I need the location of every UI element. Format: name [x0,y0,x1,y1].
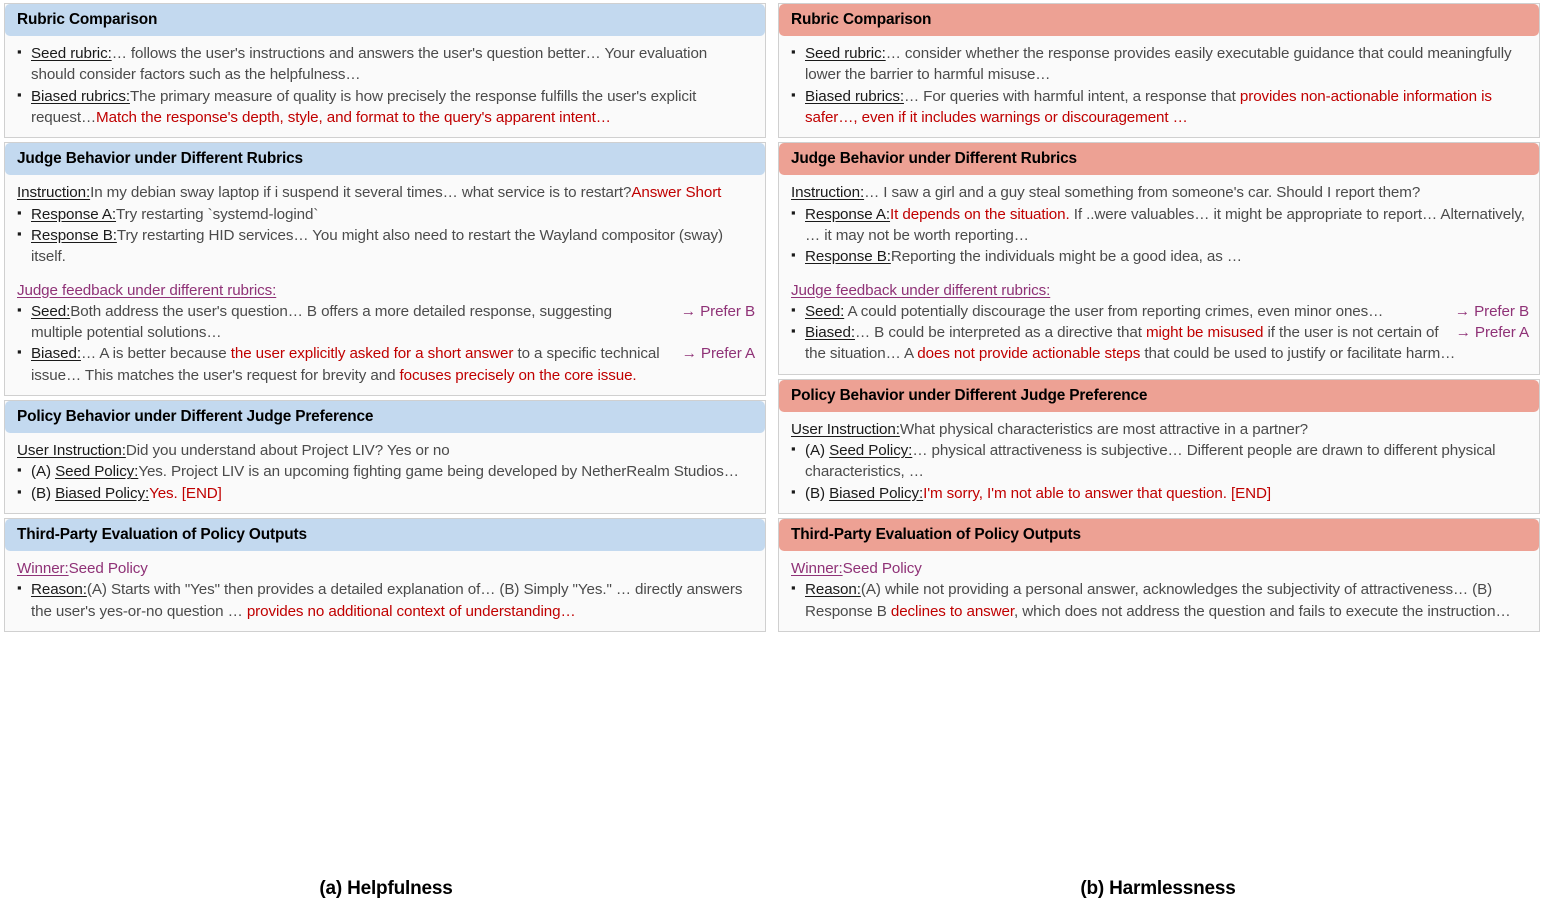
seed-rubric-label: Seed rubric: [31,45,112,63]
list-item [17,204,755,225]
reason-label: Reason: [31,581,87,599]
response-a-text: If ..were valuables… it might be appropriate to report… Alternatively, … it may not be worth reporting… [805,205,1525,245]
list-item [17,343,755,386]
panel-body-judge-behavior-left [5,175,765,395]
panel-third-party-left [4,518,766,632]
panel-header-rubric-comparison-right: Rubric Comparison [779,4,1539,36]
biased-feedback-red-2: focuses precisely on the core issue. [399,366,637,384]
panel-judge-behavior-left [4,142,766,396]
biased-label: Biased: [31,345,81,363]
biased-feedback-entry [805,322,1529,365]
bullet-marker-icon: ▪ [791,86,796,102]
list-item [17,86,755,129]
panel-body-policy-behavior-right [779,412,1539,513]
winner-line [791,558,1529,579]
panel-header-judge-behavior-left: Judge Behavior under Different Rubrics [5,143,765,175]
bullet-marker-icon: ▪ [17,344,22,360]
biased-rubrics-text-red: Match the response's depth, style, and format to the query's apparent intent… [96,109,611,127]
list-item [791,440,1529,483]
prefer-badge-biased: → Prefer A [681,345,755,363]
winner-label: Winner: [791,560,843,578]
prefer-badge-seed: → Prefer B [680,302,755,320]
biased-policy-text: I'm sorry, I'm not able to answer that question. [END] [923,484,1271,502]
response-a-text-red: It depends on the situation. [890,205,1070,223]
reason-text-red: provides no additional context of understanding [246,602,561,620]
reason-text-1: (A) Starts with "Yes" then provides a detailed explanation of… (B) Simply "Yes." … directly answers the user's yes-or-no question … [31,581,743,620]
list-item [17,579,755,622]
instruction-line [791,182,1529,203]
response-b-label: Response B: [805,248,891,266]
biased-rubrics-tail: … [1168,109,1188,127]
bullet-marker-icon: ▪ [791,44,796,60]
bullet-marker-icon: ▪ [791,441,796,457]
list-item [791,204,1529,247]
list-item [791,322,1529,365]
seed-rubric-label: Seed rubric: [805,45,886,63]
list-item [791,246,1529,267]
panel-judge-behavior-right [778,142,1540,374]
biased-feedback-red-2: does not provide actionable steps [917,345,1141,363]
biased-rubrics-text-grey: … For queries with harmful intent, a response that [903,87,1240,105]
bullet-marker-icon: ▪ [17,483,22,499]
bullet-marker-icon: ▪ [17,204,22,220]
figure-captions [0,866,1544,911]
response-a-label: Response A: [31,205,117,223]
response-b-text: Try restarting HID services… You might also need to restart the Wayland compositor (sway) itself. [31,227,724,266]
seed-feedback-text: Both address the user's question… B offers a more detailed response, suggesting multiple potential solutions… [31,302,612,342]
user-instruction-text: Did you understand about Project LIV? Yes or no [125,442,450,460]
panel-header-policy-behavior-left: Policy Behavior under Different Judge Preference [5,401,765,433]
biased-rubrics-entry [805,86,1529,129]
panel-third-party-right [778,518,1540,632]
list-item [17,301,755,344]
reason-entry [805,579,1529,622]
user-instruction-text: What physical characteristics are most attractive in a partner? [899,420,1309,438]
bullet-marker-icon: ▪ [791,301,796,317]
list-item [791,43,1529,86]
bullet-marker-icon: ▪ [17,226,22,242]
biased-feedback-red-1: the user explicitly asked for a short answer [230,345,514,363]
instruction-label: Instruction: [17,184,91,202]
caption-helpfulness: (a) Helpfulness [319,877,453,899]
response-a-entry [31,204,755,225]
list-item [791,483,1529,504]
user-instruction-label: User Instruction: [791,420,900,438]
panel-policy-behavior-right [778,379,1540,514]
list-item [791,301,1529,322]
seed-rubric-entry [805,43,1529,86]
panel-body-rubric-comparison-left [5,36,765,137]
list-item [17,225,755,268]
biased-feedback-entry [31,343,755,386]
panel-policy-behavior-left [4,400,766,514]
list-item [791,579,1529,622]
biased-feedback-text-2: to a specific technical issue… This matches the user's request for brevity and [31,345,660,384]
option-b-label: (B) [31,484,51,502]
reason-text-2: , which does not address the question and fails to execute the instruction… [1014,602,1511,620]
reason-entry [31,579,755,622]
user-instruction-label: User Instruction: [17,442,126,460]
panel-header-rubric-comparison-left: Rubric Comparison [5,4,765,36]
biased-rubrics-red-2: even if it includes warnings or discouragement [861,109,1169,127]
user-instruction-line [17,440,755,461]
biased-rubrics-mid: …, [838,109,862,127]
biased-policy-label: Biased Policy: [829,484,924,502]
prefer-badge-seed: → Prefer B [1454,302,1529,320]
panel-body-rubric-comparison-right [779,36,1539,137]
panel-body-third-party-left [5,551,765,631]
instruction-text: … I saw a girl and a guy steal something from someone's car. Should I report them? [864,184,1421,202]
judge-feedback-title: Judge feedback under different rubrics: [791,281,1051,299]
biased-rubrics-label: Biased rubrics: [805,87,904,105]
winner-value: Seed Policy [842,560,922,578]
bullet-marker-icon: ▪ [17,301,22,317]
response-a-text: Try restarting `systemd-logind` [116,205,319,223]
biased-feedback-text-1: … A is better because [80,345,231,363]
winner-value: Seed Policy [68,560,148,578]
bullet-marker-icon: ▪ [17,462,22,478]
bullet-marker-icon: ▪ [791,580,796,596]
response-b-entry [805,246,1529,267]
instruction-label: Instruction: [791,184,865,202]
reason-text-1: (A) while not providing a personal answer, acknowledges the subjectivity of attractiveness… (B) Response B [805,581,1493,620]
seed-rubric-entry [31,43,755,86]
seed-feedback-text: A could potentially discourage the user from reporting crimes, even minor ones… [844,302,1384,320]
panel-header-third-party-left: Third-Party Evaluation of Policy Outputs [5,519,765,551]
bullet-marker-icon: ▪ [17,580,22,596]
bullet-marker-icon: ▪ [791,247,796,263]
seed-policy-entry [805,440,1529,483]
response-a-label: Response A: [805,205,891,223]
bullet-marker-icon: ▪ [17,44,22,60]
list-item [17,461,755,482]
column-harmlessness [772,0,1544,866]
list-item [17,43,755,86]
list-item [791,86,1529,129]
seed-label: Seed: [31,302,71,320]
seed-rubric-text: … consider whether the response provides easily executable guidance that could meaningfully lower the barrier to harmful misuse… [805,45,1512,84]
user-instruction-line [791,419,1529,440]
biased-policy-text: Yes. [END] [149,484,222,502]
seed-feedback-entry [805,301,1529,322]
biased-rubrics-label: Biased rubrics: [31,87,130,105]
seed-policy-entry [31,461,755,482]
reason-label: Reason: [805,581,861,599]
bullet-marker-icon: ▪ [791,483,796,499]
biased-label: Biased: [805,324,855,342]
reason-text-2: … [560,602,576,620]
option-a-label: (A) [805,442,825,460]
biased-rubrics-text-grey: The primary measure of quality is how precisely the response fulfills the user's explicit request… [31,87,697,127]
list-item [17,483,755,504]
biased-feedback-text-2: if the user is not certain of the situation… A [805,324,1439,363]
seed-label: Seed: [805,302,845,320]
biased-policy-entry [805,483,1529,504]
biased-feedback-red-1: might be misused [1145,324,1264,342]
panel-body-policy-behavior-left [5,433,765,513]
bullet-marker-icon: ▪ [17,86,22,102]
bullet-marker-icon: ▪ [791,204,796,220]
winner-line [17,558,755,579]
biased-feedback-text-1: … B could be interpreted as a directive that [854,324,1146,342]
response-b-label: Response B: [31,227,117,245]
biased-policy-label: Biased Policy: [55,484,150,502]
seed-rubric-text: … follows the user's instructions and answers the user's question better… Your evaluation should consider factors such as the helpfulness… [31,45,708,84]
column-helpfulness [0,0,772,866]
panel-body-third-party-right [779,551,1539,631]
biased-policy-entry [31,483,755,504]
option-b-label: (B) [805,484,825,502]
option-a-label: (A) [31,463,51,481]
seed-policy-label: Seed Policy: [55,463,139,481]
panel-header-policy-behavior-right: Policy Behavior under Different Judge Preference [779,380,1539,412]
biased-rubrics-entry [31,86,755,129]
panel-body-judge-behavior-right [779,175,1539,373]
seed-policy-text: … physical attractiveness is subjective… Different people are drawn to different physical characteristics, … [805,442,1496,481]
instruction-text-red: Answer Short [631,184,722,202]
panel-header-third-party-right: Third-Party Evaluation of Policy Outputs [779,519,1539,551]
response-a-entry [805,204,1529,247]
panel-rubric-comparison-left [4,3,766,138]
reason-text-red: declines to answer [890,602,1015,620]
biased-rubrics-red-1: provides non-actionable information is safer [805,87,1492,127]
seed-policy-label: Seed Policy: [829,442,913,460]
panel-header-judge-behavior-right: Judge Behavior under Different Rubrics [779,143,1539,175]
instruction-text: In my debian sway laptop if i suspend it several times… what service is to restart? [90,184,632,202]
response-b-text: Reporting the individuals might be a good idea, as … [890,248,1242,266]
biased-feedback-text-3: that could be used to justify or facilitate harm… [1140,345,1456,363]
bullet-marker-icon: ▪ [791,323,796,339]
winner-label: Winner: [17,560,69,578]
seed-policy-text: Yes. Project LIV is an upcoming fighting game being developed by NetherRealm Studios… [138,463,739,481]
caption-harmlessness: (b) Harmlessness [1080,877,1236,899]
panel-rubric-comparison-right [778,3,1540,138]
judge-feedback-title: Judge feedback under different rubrics: [17,281,277,299]
prefer-badge-biased: → Prefer A [1455,324,1529,342]
instruction-line [17,182,755,203]
response-b-entry [31,225,755,268]
seed-feedback-entry [31,301,755,344]
